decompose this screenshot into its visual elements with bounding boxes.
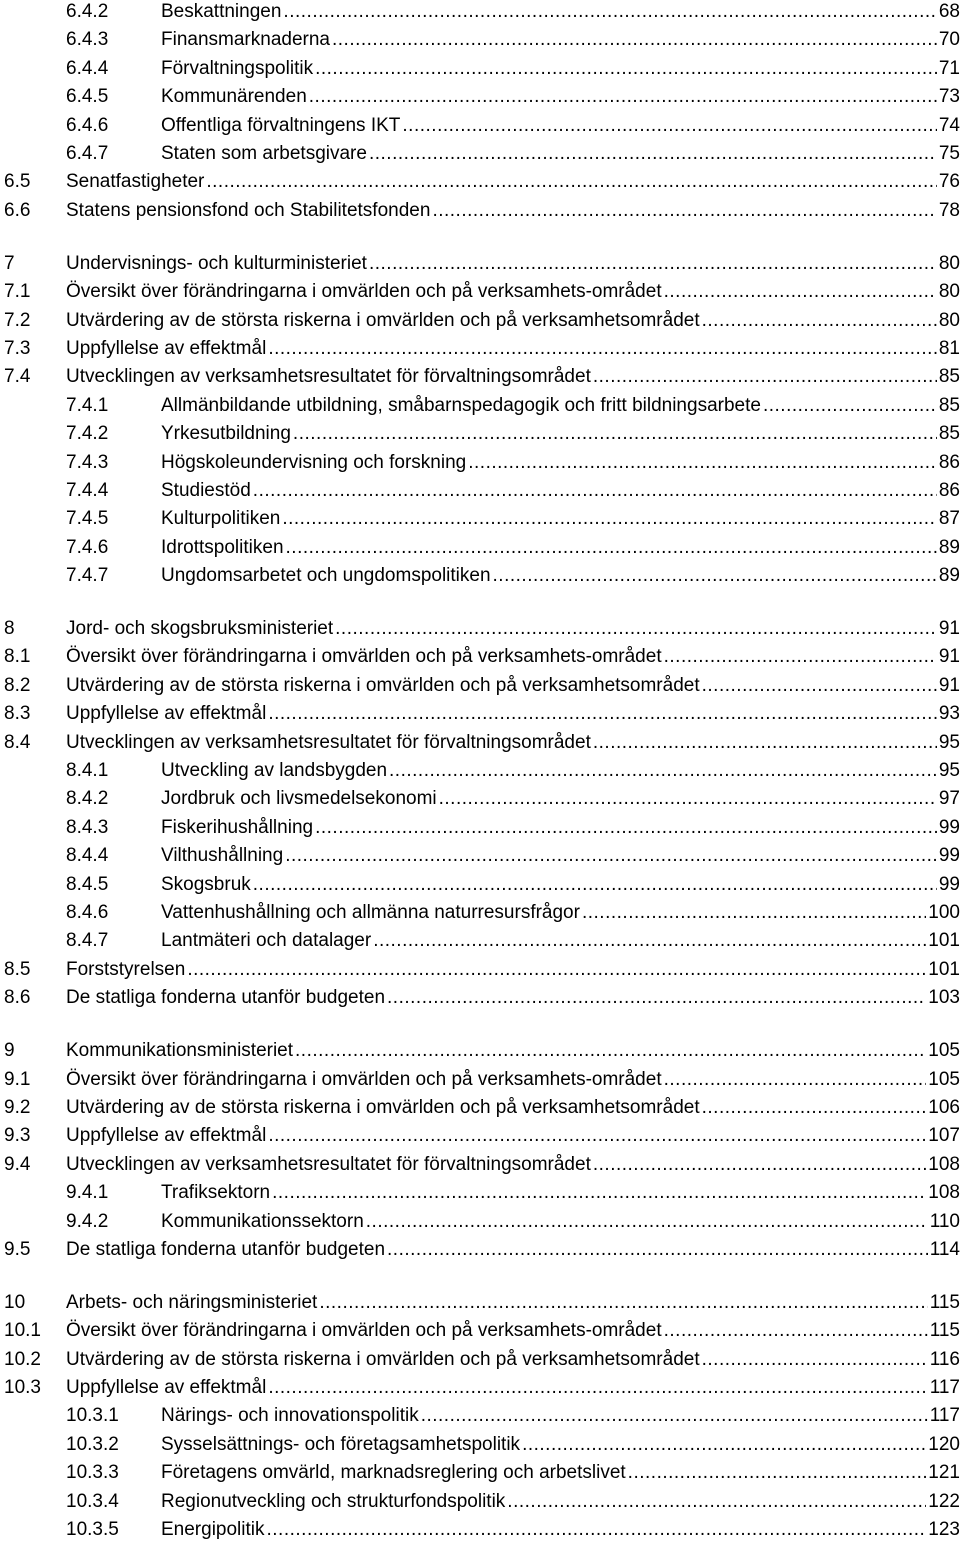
dot-leader xyxy=(702,673,937,699)
toc-entry-page: 117 xyxy=(929,1377,960,1398)
toc-entry-title: Utvecklingen av verksamhetsresultatet för förvaltningsområdet xyxy=(66,1153,591,1175)
dot-leader xyxy=(268,701,937,727)
toc-entry-number: 9.3 xyxy=(4,1125,31,1147)
toc-entry-page: 99 xyxy=(938,816,960,838)
dot-leader xyxy=(285,843,937,869)
toc-entry[interactable] xyxy=(0,872,960,898)
toc-entry[interactable] xyxy=(0,985,960,1011)
toc-entry-title: Regionutveckling och strukturfondspolitik xyxy=(161,1490,506,1512)
toc-entry[interactable] xyxy=(0,450,960,476)
toc-entry-title: Utvärdering av de största riskerna i omvärlden och på verksamhetsområdet xyxy=(66,1096,700,1118)
dot-leader xyxy=(283,0,936,25)
toc-entry-number: 6.4.4 xyxy=(66,57,109,79)
toc-entry-title: Beskattningen xyxy=(161,1,282,22)
dot-leader xyxy=(268,1123,926,1149)
toc-entry[interactable] xyxy=(0,336,960,362)
toc-entry-title: Närings- och innovationspolitik xyxy=(161,1405,419,1427)
dot-leader xyxy=(664,644,937,670)
dot-leader xyxy=(628,1460,927,1486)
toc-entry-page: 100 xyxy=(928,902,960,923)
toc-entry[interactable] xyxy=(0,27,960,53)
toc-entry[interactable] xyxy=(0,1209,960,1235)
toc-entry-number: 10.1 xyxy=(4,1320,41,1342)
toc-entry-title: Lantmäteri och datalager xyxy=(161,930,372,952)
toc-entry-number: 7.4.2 xyxy=(66,423,109,445)
dot-leader xyxy=(387,985,926,1011)
toc-entry[interactable] xyxy=(0,815,960,841)
toc-entry[interactable] xyxy=(0,1403,960,1429)
dot-leader xyxy=(295,1038,926,1064)
toc-entry-number: 7.4.4 xyxy=(66,479,109,501)
dot-leader xyxy=(664,1318,928,1344)
toc-entry-title: Utvecklingen av verksamhetsresultatet för förvaltningsområdet xyxy=(66,366,591,388)
toc-entry-title: Översikt över förändringarna i omvärlden och på verksamhets-området xyxy=(66,1320,662,1342)
toc-entry[interactable] xyxy=(0,251,960,277)
toc-entry-title: Uppfyllelse av effektmål xyxy=(66,337,267,359)
toc-entry-title: Utveckling av landsbygden xyxy=(161,760,388,781)
dot-leader xyxy=(286,535,937,561)
dot-leader xyxy=(702,308,937,334)
toc-entry-page: 123 xyxy=(928,1519,960,1540)
toc-entry-title: Översikt över förändringarna i omvärlden och på verksamhets-området xyxy=(66,1068,662,1090)
toc-entry-page: 108 xyxy=(928,1153,960,1175)
toc-entry-title: Skogsbruk xyxy=(161,873,251,895)
toc-entry[interactable] xyxy=(0,730,960,756)
toc-entry[interactable] xyxy=(0,0,960,25)
toc-entry-page: 121 xyxy=(928,1462,960,1484)
toc-entry-page: 85 xyxy=(938,423,960,445)
toc-entry-number: 6.4.2 xyxy=(66,1,109,22)
toc-entry[interactable] xyxy=(0,1123,960,1149)
dot-leader xyxy=(369,141,937,167)
toc-entry-title: Kommunikationsministeriet xyxy=(66,1040,294,1062)
toc-entry-page: 115 xyxy=(929,1291,960,1313)
toc-entry-number: 6.6 xyxy=(4,199,31,221)
toc-entry-page: 103 xyxy=(928,987,960,1009)
dot-leader xyxy=(272,1180,926,1206)
toc-entry-page: 74 xyxy=(938,114,960,136)
toc-entry-number: 8.4.7 xyxy=(66,930,109,952)
toc-entry-title: Studiestöd xyxy=(161,479,251,501)
toc-entry[interactable] xyxy=(0,198,960,224)
toc-entry-page: 108 xyxy=(928,1182,960,1204)
dot-leader xyxy=(389,758,937,784)
toc-entry-title: Finansmarknaderna xyxy=(161,29,330,51)
toc-entry-number: 7.4.7 xyxy=(66,565,109,587)
toc-entry-page: 105 xyxy=(928,1040,960,1062)
toc-entry-number: 6.4.6 xyxy=(66,114,109,136)
toc-entry-title: Energipolitik xyxy=(161,1519,265,1540)
dot-leader xyxy=(387,1237,928,1263)
toc-entry[interactable] xyxy=(0,1237,960,1263)
toc-entry-number: 8.1 xyxy=(4,646,31,668)
toc-entry-page: 120 xyxy=(928,1433,960,1455)
toc-entry-page: 101 xyxy=(928,958,960,980)
toc-entry[interactable] xyxy=(0,478,960,504)
dot-leader xyxy=(522,1432,926,1458)
toc-entry[interactable] xyxy=(0,1152,960,1178)
dot-leader xyxy=(593,730,937,756)
toc-entry[interactable] xyxy=(0,701,960,727)
toc-entry[interactable] xyxy=(0,1347,960,1373)
toc-entry-number: 8.4.4 xyxy=(66,845,109,867)
toc-entry-page: 115 xyxy=(929,1320,960,1342)
toc-entry-number: 9.1 xyxy=(4,1068,31,1090)
dot-leader xyxy=(421,1403,928,1429)
toc-entry[interactable] xyxy=(0,169,960,195)
toc-entry-number: 6.5 xyxy=(4,171,31,193)
toc-entry[interactable] xyxy=(0,1318,960,1344)
toc-entry[interactable] xyxy=(0,1432,960,1458)
toc-entry-page: 97 xyxy=(938,788,960,810)
dot-leader xyxy=(366,1209,928,1235)
toc-entry[interactable] xyxy=(0,1517,960,1543)
toc-entry[interactable] xyxy=(0,1460,960,1486)
dot-leader xyxy=(206,169,936,195)
toc-entry-title: Högskoleundervisning och forskning xyxy=(161,451,467,473)
toc-entry-title: Uppfyllelse av effektmål xyxy=(66,703,267,725)
toc-entry-page: 91 xyxy=(938,618,960,639)
toc-entry-page: 122 xyxy=(928,1490,960,1512)
toc-entry-number: 8.4.1 xyxy=(66,760,109,781)
toc-entry[interactable] xyxy=(0,957,960,983)
toc-entry-title: Kommunärenden xyxy=(161,86,307,108)
toc-entry-page: 87 xyxy=(938,508,960,530)
dot-leader xyxy=(332,27,937,53)
toc-entry-number: 7.1 xyxy=(4,281,31,303)
dot-leader xyxy=(507,1489,926,1515)
toc-entry-page: 80 xyxy=(938,309,960,331)
toc-entry-title: Fiskerihushållning xyxy=(161,816,314,838)
toc-entry-title: Yrkesutbildning xyxy=(161,423,291,445)
toc-entry-number: 8 xyxy=(4,618,15,639)
toc-entry-number: 8.4.6 xyxy=(66,902,109,923)
toc-entry-page: 76 xyxy=(938,171,960,193)
toc-entry-number: 7.4 xyxy=(4,366,31,388)
toc-entry-title: Utvärdering av de största riskerna i omvärlden och på verksamhetsområdet xyxy=(66,674,700,696)
toc-entry-title: Vattenhushållning och allmänna naturresursfrågor xyxy=(161,902,580,923)
dot-leader xyxy=(763,393,937,419)
dot-leader xyxy=(293,421,937,447)
dot-leader xyxy=(253,478,937,504)
toc-entry[interactable] xyxy=(0,1038,960,1064)
toc-entry-number: 10.3 xyxy=(4,1377,41,1398)
dot-leader xyxy=(282,506,937,532)
toc-entry-page: 114 xyxy=(929,1238,960,1260)
dot-leader xyxy=(593,1152,926,1178)
toc-entry-page: 101 xyxy=(928,930,960,952)
toc-entry-number: 10.3.2 xyxy=(66,1433,119,1455)
toc-entry-number: 6.4.5 xyxy=(66,86,109,108)
toc-entry[interactable] xyxy=(0,279,960,305)
toc-entry-number: 6.4.3 xyxy=(66,29,109,51)
toc-entry-number: 9.2 xyxy=(4,1096,31,1118)
toc-entry-number: 7.4.1 xyxy=(66,394,109,416)
toc-entry-number: 7 xyxy=(4,252,15,274)
toc-entry-page: 80 xyxy=(938,252,960,274)
toc-entry-title: Uppfyllelse av effektmål xyxy=(66,1125,267,1147)
toc-entry-title: Ungdomsarbetet och ungdomspolitiken xyxy=(161,565,491,587)
toc-entry-title: Allmänbildande utbildning, småbarnspedagogik och fritt bildningsarbete xyxy=(161,394,761,416)
toc-entry-title: Uppfyllelse av effektmål xyxy=(66,1377,267,1398)
toc-entry[interactable] xyxy=(0,1095,960,1121)
toc-entry[interactable] xyxy=(0,141,960,167)
dot-leader xyxy=(664,1067,927,1093)
toc-entry-title: Sysselsättnings- och företagsamhetspolitik xyxy=(161,1433,521,1455)
toc-entry-number: 9 xyxy=(4,1040,15,1062)
toc-entry-title: Översikt över förändringarna i omvärlden och på verksamhets-området xyxy=(66,646,662,668)
toc-entry[interactable] xyxy=(0,84,960,110)
toc-entry-title: Förvaltningspolitik xyxy=(161,57,314,79)
toc-entry-number: 7.2 xyxy=(4,309,31,331)
dot-leader xyxy=(593,364,937,390)
toc-entry-number: 9.4.2 xyxy=(66,1210,109,1232)
toc-entry-title: Företagens omvärld, marknadsreglering och arbetslivet xyxy=(161,1462,626,1484)
toc-entry-number: 10.3.5 xyxy=(66,1519,119,1540)
toc-entry-number: 10.2 xyxy=(4,1348,41,1370)
toc-entry-page: 89 xyxy=(938,565,960,587)
toc-entry-number: 6.4.7 xyxy=(66,143,109,164)
toc-entry[interactable] xyxy=(0,535,960,561)
toc-entry-page: 78 xyxy=(938,199,960,221)
toc-entry[interactable] xyxy=(0,56,960,82)
toc-entry-page: 99 xyxy=(938,845,960,867)
toc-entry[interactable] xyxy=(0,421,960,447)
toc-entry-title: Staten som arbetsgivare xyxy=(161,143,367,164)
toc-entry-page: 70 xyxy=(938,29,960,51)
toc-entry-number: 9.4 xyxy=(4,1153,31,1175)
toc-entry[interactable] xyxy=(0,364,960,390)
dot-leader xyxy=(267,1517,927,1543)
dot-leader xyxy=(187,957,926,983)
toc-entry-page: 95 xyxy=(938,760,960,781)
toc-entry-title: Offentliga förvaltningens IKT xyxy=(161,114,401,136)
dot-leader xyxy=(432,198,936,224)
toc-entry-title: Jord- och skogsbruksministeriet xyxy=(66,618,334,639)
toc-entry-page: 85 xyxy=(938,394,960,416)
toc-entry[interactable] xyxy=(0,1290,960,1316)
dot-leader xyxy=(319,1290,927,1316)
toc-entry-title: Utvärdering av de största riskerna i omvärlden och på verksamhetsområdet xyxy=(66,1348,700,1370)
toc-entry-title: De statliga fonderna utanför budgeten xyxy=(66,987,386,1009)
dot-leader xyxy=(315,56,937,82)
toc-entry[interactable] xyxy=(0,563,960,589)
toc-entry-page: 68 xyxy=(938,1,960,22)
toc-entry-page: 81 xyxy=(938,337,960,359)
toc-entry-title: Undervisnings- och kulturministeriet xyxy=(66,252,367,274)
toc-entry-number: 8.3 xyxy=(4,703,31,725)
dot-leader xyxy=(309,84,937,110)
toc-entry[interactable] xyxy=(0,393,960,419)
dot-leader xyxy=(664,279,937,305)
toc-entry[interactable] xyxy=(0,673,960,699)
toc-entry-page: 117 xyxy=(929,1405,960,1427)
toc-entry-number: 10.3.3 xyxy=(66,1462,119,1484)
toc-entry-page: 95 xyxy=(938,731,960,753)
toc-entry-number: 7.4.6 xyxy=(66,536,109,558)
toc-entry[interactable] xyxy=(0,1489,960,1515)
toc-entry-number: 8.5 xyxy=(4,958,31,980)
toc-entry[interactable] xyxy=(0,113,960,139)
toc-entry-title: De statliga fonderna utanför budgeten xyxy=(66,1238,386,1260)
toc-entry[interactable] xyxy=(0,1375,960,1401)
toc-entry-number: 10.3.4 xyxy=(66,1490,119,1512)
toc-entry-page: 110 xyxy=(929,1210,960,1232)
toc-entry-page: 71 xyxy=(938,57,960,79)
toc-entry-number: 7.4.5 xyxy=(66,508,109,530)
toc-entry-number: 10.3.1 xyxy=(66,1405,119,1427)
toc-entry-page: 85 xyxy=(938,366,960,388)
toc-entry-number: 7.4.3 xyxy=(66,451,109,473)
toc-entry[interactable] xyxy=(0,900,960,926)
toc-entry-title: Jordbruk och livsmedelsekonomi xyxy=(161,788,437,810)
dot-leader xyxy=(582,900,926,926)
toc-entry-title: Arbets- och näringsministeriet xyxy=(66,1291,318,1313)
toc-entry-number: 10 xyxy=(4,1291,26,1313)
toc-entry-page: 75 xyxy=(938,143,960,164)
toc-entry-number: 8.4.2 xyxy=(66,788,109,810)
toc-entry-title: Idrottspolitiken xyxy=(161,536,284,558)
toc-entry-number: 9.4.1 xyxy=(66,1182,109,1204)
toc-entry-page: 86 xyxy=(938,479,960,501)
toc-entry-page: 107 xyxy=(928,1125,960,1147)
dot-leader xyxy=(335,616,937,642)
dot-leader xyxy=(468,450,937,476)
toc-entry[interactable] xyxy=(0,928,960,954)
toc-entry-number: 8.6 xyxy=(4,987,31,1009)
toc-entry-title: Översikt över förändringarna i omvärlden och på verksamhets-området xyxy=(66,281,662,303)
toc-entry-page: 106 xyxy=(928,1096,960,1118)
dot-leader xyxy=(702,1347,928,1373)
toc-entry-page: 73 xyxy=(938,86,960,108)
toc-entry-number: 7.3 xyxy=(4,337,31,359)
toc-entry[interactable] xyxy=(0,644,960,670)
dot-leader xyxy=(315,815,937,841)
toc-entry-page: 105 xyxy=(928,1068,960,1090)
toc-entry-page: 89 xyxy=(938,536,960,558)
toc-entry-page: 116 xyxy=(929,1348,960,1370)
dot-leader xyxy=(439,786,937,812)
toc-entry-number: 9.5 xyxy=(4,1238,31,1260)
toc-entry[interactable] xyxy=(0,506,960,532)
toc-entry-page: 99 xyxy=(938,873,960,895)
toc-entry-number: 8.4 xyxy=(4,731,31,753)
dot-leader xyxy=(373,928,926,954)
toc-entry-number: 8.4.5 xyxy=(66,873,109,895)
toc-entry[interactable] xyxy=(0,758,960,784)
dot-leader xyxy=(268,1375,927,1401)
toc-entry-number: 8.2 xyxy=(4,674,31,696)
toc-entry-title: Kommunikationssektorn xyxy=(161,1210,364,1232)
toc-entry-title: Trafiksektorn xyxy=(161,1182,271,1204)
toc-entry-title: Forststyrelsen xyxy=(66,958,186,980)
dot-leader xyxy=(402,113,936,139)
toc-entry-page: 93 xyxy=(938,703,960,725)
dot-leader xyxy=(268,336,937,362)
toc-entry-page: 86 xyxy=(938,451,960,473)
dot-leader xyxy=(493,563,937,589)
toc-entry[interactable] xyxy=(0,308,960,334)
toc-entry[interactable] xyxy=(0,786,960,812)
toc-entry[interactable] xyxy=(0,1180,960,1206)
toc-entry-title: Statens pensionsfond och Stabilitetsfonden xyxy=(66,199,431,221)
toc-entry[interactable] xyxy=(0,616,960,642)
toc-entry-title: Utvärdering av de största riskerna i omvärlden och på verksamhetsområdet xyxy=(66,309,700,331)
toc-entry[interactable] xyxy=(0,1067,960,1093)
toc-entry-page: 80 xyxy=(938,281,960,303)
dot-leader xyxy=(702,1095,927,1121)
toc-entry[interactable] xyxy=(0,843,960,869)
toc-entry-title: Kulturpolitiken xyxy=(161,508,281,530)
toc-entry-title: Vilthushållning xyxy=(161,845,284,867)
toc-entry-page: 91 xyxy=(938,646,960,668)
toc-entry-title: Utvecklingen av verksamhetsresultatet för förvaltningsområdet xyxy=(66,731,591,753)
dot-leader xyxy=(369,251,937,277)
dot-leader xyxy=(253,872,937,898)
toc-entry-page: 91 xyxy=(938,674,960,696)
toc-entry-number: 8.4.3 xyxy=(66,816,109,838)
toc-entry-title: Senatfastigheter xyxy=(66,171,205,193)
